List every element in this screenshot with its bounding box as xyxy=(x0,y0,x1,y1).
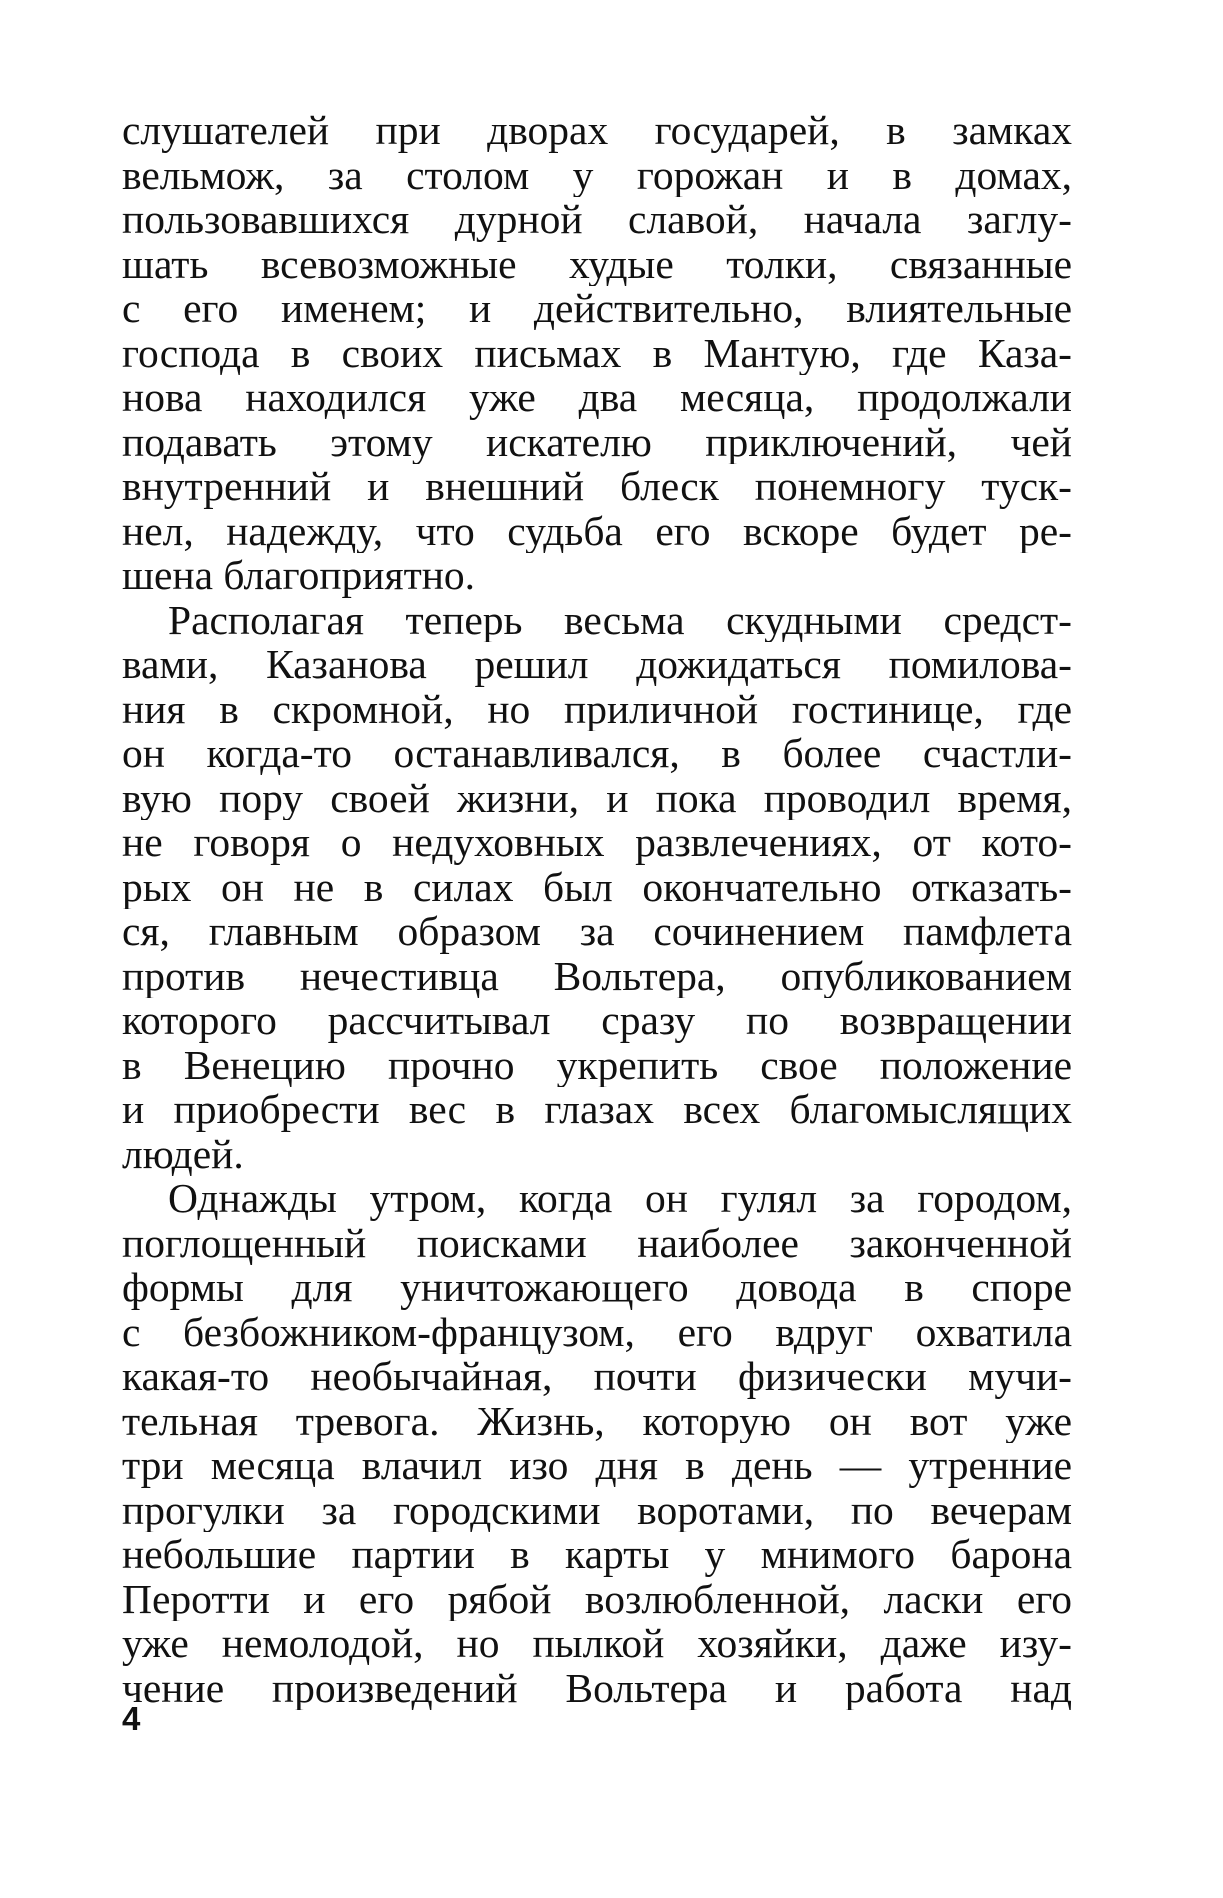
text-line: формы для уничтожающего довода в споре xyxy=(122,1265,1072,1310)
text-line: шена благоприятно. xyxy=(122,553,476,598)
paragraph-start-line: Однажды утром, когда он гулял за городом, xyxy=(168,1176,1072,1221)
text-line: не говоря о недуховных развлечениях, от кото- xyxy=(122,820,1072,865)
text-line: вами, Казанова решил дожидаться помилова- xyxy=(122,642,1072,687)
text-line: с его именем; и действительно, влиятельные xyxy=(122,286,1072,331)
text-line: Перотти и его рябой возлюбленной, ласки его xyxy=(122,1576,1072,1621)
text-line: он когда-то останавливался, в более счастли- xyxy=(122,731,1072,776)
text-line: нова находился уже два месяца, продолжали xyxy=(122,375,1072,420)
text-line: уже немолодой, но пылкой хозяйки, даже изу- xyxy=(122,1621,1072,1666)
text-line: три месяца влачил изо дня в день — утренние xyxy=(122,1443,1072,1488)
text-line: и приобрести вес в глазах всех благомыслящих xyxy=(122,1087,1072,1132)
text-line: прогулки за городскими воротами, по вечерам xyxy=(122,1487,1072,1532)
text-line: вельмож, за столом у горожан и в домах, xyxy=(122,152,1072,197)
text-line: людей. xyxy=(122,1131,244,1176)
text-line: поглощенный поисками наиболее законченной xyxy=(122,1220,1072,1265)
text-line: господа в своих письмах в Мантую, где Каза- xyxy=(122,330,1072,375)
text-line: пользовавшихся дурной славой, начала заглу- xyxy=(122,197,1072,242)
text-line: которого рассчитывал сразу по возвращении xyxy=(122,998,1072,1043)
text-line: ся, главным образом за сочинением памфлета xyxy=(122,909,1072,954)
text-line: тельная тревога. Жизнь, которую он вот уже xyxy=(122,1398,1072,1443)
body-text xyxy=(122,108,1072,1710)
text-line: с безбожником-французом, его вдруг охватила xyxy=(122,1309,1072,1354)
text-line: шать всевозможные худые толки, связанные xyxy=(122,241,1072,286)
page-number: 4 xyxy=(122,1700,141,1737)
text-line: внутренний и внешний блеск понемногу туск- xyxy=(122,464,1072,509)
paragraph-start-line: Располагая теперь весьма скудными средст- xyxy=(168,597,1072,642)
text-line: слушателей при дворах государей, в замках xyxy=(122,108,1072,153)
text-line: какая-то необычайная, почти физически мучи- xyxy=(122,1354,1072,1399)
text-line: против нечестивца Вольтера, опубликованием xyxy=(122,953,1072,998)
text-line: вую пору своей жизни, и пока проводил время, xyxy=(122,775,1072,820)
text-line: небольшие партии в карты у мнимого барона xyxy=(122,1532,1072,1577)
text-line: подавать этому искателю приключений, чей xyxy=(122,419,1072,464)
text-line: рых он не в силах был окончательно отказать- xyxy=(122,864,1072,909)
text-line: нел, надежду, что судьба его вскоре будет ре- xyxy=(122,508,1072,553)
text-line: ния в скромной, но приличной гостинице, где xyxy=(122,686,1072,731)
text-line: чение произведений Вольтера и работа над xyxy=(122,1665,1072,1710)
text-line: в Венецию прочно укрепить свое положение xyxy=(122,1042,1072,1087)
